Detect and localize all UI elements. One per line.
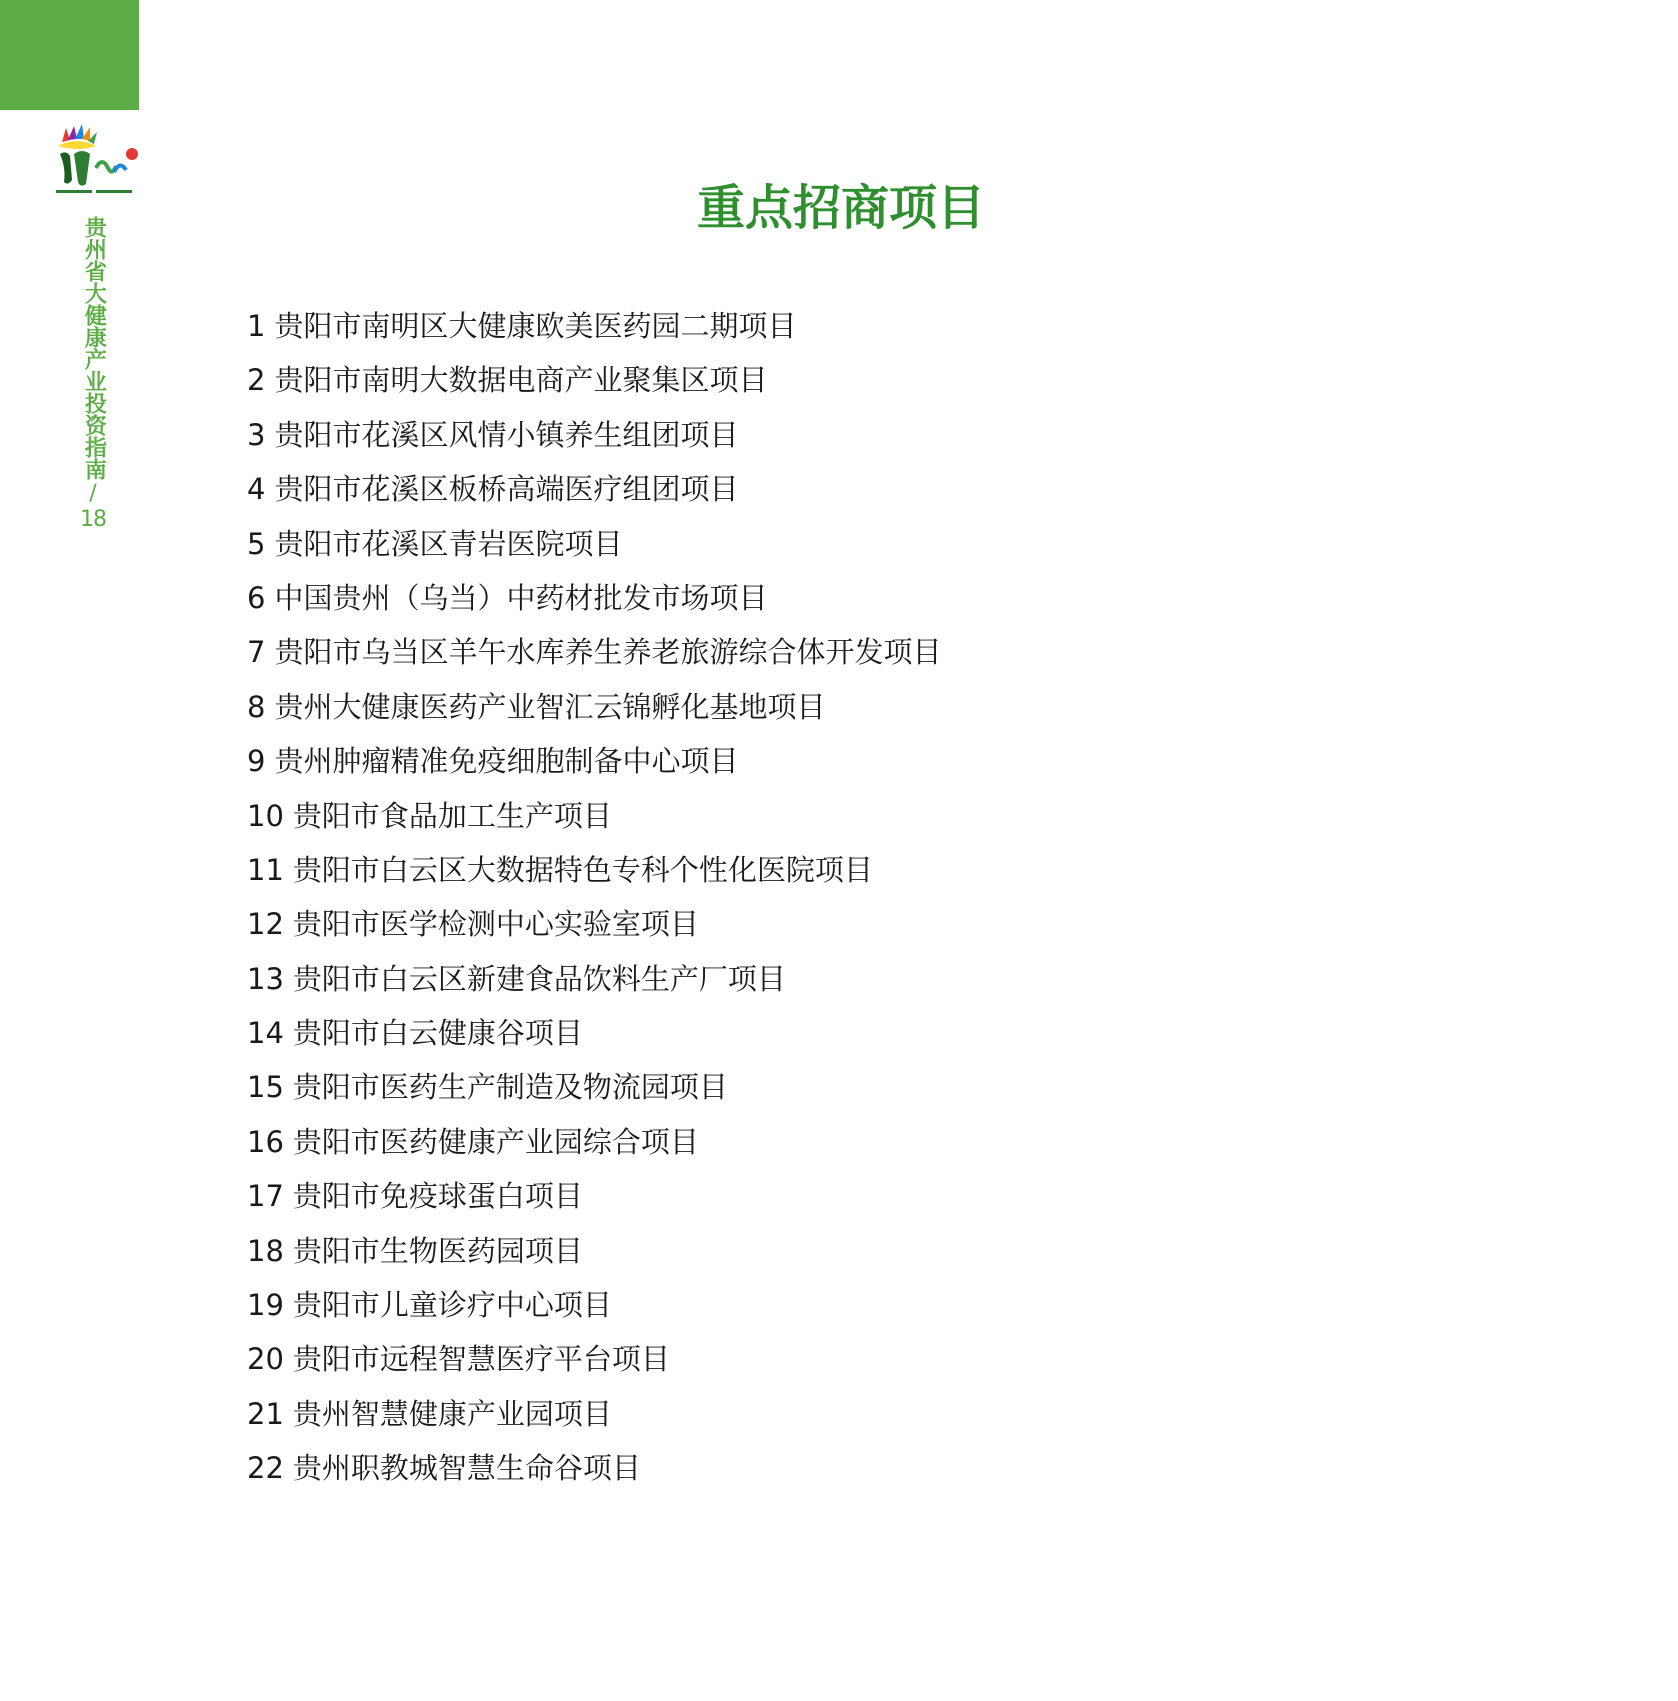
project-number: 5 bbox=[247, 526, 266, 561]
project-item bbox=[247, 571, 941, 625]
project-item bbox=[247, 1006, 941, 1060]
project-name: 贵阳市白云健康谷项目 bbox=[292, 1016, 583, 1051]
title-separator: / bbox=[89, 481, 97, 506]
project-name: 贵州智慧健康产业园项目 bbox=[292, 1396, 612, 1431]
project-number: 13 bbox=[247, 961, 284, 996]
project-list bbox=[247, 309, 942, 1510]
project-item bbox=[247, 299, 941, 353]
project-item bbox=[247, 462, 941, 516]
project-number: 12 bbox=[247, 907, 284, 942]
project-item bbox=[247, 843, 941, 897]
project-name: 贵阳市南明大数据电商产业聚集区项目 bbox=[274, 363, 768, 398]
project-name: 贵阳市远程智慧医疗平台项目 bbox=[292, 1342, 670, 1377]
project-item bbox=[247, 1332, 941, 1386]
project-name: 贵阳市花溪区青岩医院项目 bbox=[274, 526, 623, 561]
page-title: 重点招商项目 bbox=[697, 180, 986, 236]
project-name: 贵阳市医学检测中心实验室项目 bbox=[292, 907, 699, 942]
project-number: 19 bbox=[247, 1288, 284, 1323]
project-number: 22 bbox=[247, 1451, 284, 1486]
page-number: 18 bbox=[80, 507, 106, 532]
project-number: 20 bbox=[247, 1342, 284, 1377]
project-number: 10 bbox=[247, 798, 284, 833]
project-number: 3 bbox=[247, 417, 266, 452]
project-name: 贵州肿瘤精准免疫细胞制备中心项目 bbox=[274, 744, 739, 779]
vertical-book-title bbox=[80, 216, 106, 532]
project-name: 贵阳市医药健康产业园综合项目 bbox=[292, 1124, 699, 1159]
project-item bbox=[247, 1060, 941, 1114]
project-name: 贵州大健康医药产业智汇云锦孵化基地项目 bbox=[274, 689, 826, 724]
project-number: 16 bbox=[247, 1124, 284, 1159]
project-item bbox=[247, 952, 941, 1006]
project-number: 15 bbox=[247, 1070, 284, 1105]
project-item bbox=[247, 408, 941, 462]
project-number: 7 bbox=[247, 635, 266, 670]
project-name: 贵阳市生物医药园项目 bbox=[292, 1233, 583, 1268]
project-item bbox=[247, 517, 941, 571]
project-item bbox=[247, 897, 941, 951]
book-title-text: 贵州省大健康产业投资指南 bbox=[81, 216, 107, 480]
project-number: 14 bbox=[247, 1016, 284, 1051]
project-number: 8 bbox=[247, 689, 266, 724]
project-name: 贵阳市白云区大数据特色专科个性化医院项目 bbox=[292, 852, 873, 887]
project-name: 贵阳市南明区大健康欧美医药园二期项目 bbox=[274, 309, 797, 343]
project-item bbox=[247, 1115, 941, 1169]
project-item bbox=[247, 789, 941, 843]
project-name: 贵阳市白云区新建食品饮料生产厂项目 bbox=[292, 961, 786, 996]
project-name: 贵阳市花溪区风情小镇养生组团项目 bbox=[274, 417, 739, 452]
project-item bbox=[247, 1224, 941, 1278]
project-item bbox=[247, 680, 941, 734]
corner-color-block bbox=[0, 0, 139, 110]
project-item bbox=[247, 734, 941, 788]
project-name: 贵阳市乌当区羊午水库养生养老旅游综合体开发项目 bbox=[274, 635, 942, 670]
project-name: 贵阳市食品加工生产项目 bbox=[292, 798, 612, 833]
project-number: 21 bbox=[247, 1396, 284, 1431]
project-name: 贵阳市花溪区板桥高端医疗组团项目 bbox=[274, 472, 739, 507]
project-item bbox=[247, 625, 941, 679]
project-number: 1 bbox=[247, 309, 266, 343]
project-number: 11 bbox=[247, 852, 284, 887]
project-item bbox=[247, 353, 941, 407]
project-number: 9 bbox=[247, 744, 266, 779]
project-name: 贵阳市医药生产制造及物流园项目 bbox=[292, 1070, 728, 1105]
project-item bbox=[247, 1441, 941, 1495]
project-name: 贵阳市儿童诊疗中心项目 bbox=[292, 1288, 612, 1323]
project-name: 贵阳市免疫球蛋白项目 bbox=[292, 1179, 583, 1214]
project-item bbox=[247, 1387, 941, 1441]
project-number: 2 bbox=[247, 363, 266, 398]
project-item bbox=[247, 1169, 941, 1223]
project-name: 贵州职教城智慧生命谷项目 bbox=[292, 1451, 641, 1486]
project-number: 4 bbox=[247, 472, 266, 507]
project-number: 6 bbox=[247, 580, 266, 615]
guizhou-big-health-logo-icon bbox=[52, 124, 142, 202]
project-number: 17 bbox=[247, 1179, 284, 1214]
project-name: 中国贵州（乌当）中药材批发市场项目 bbox=[274, 580, 768, 615]
project-number: 18 bbox=[247, 1233, 284, 1268]
project-item bbox=[247, 1278, 941, 1332]
